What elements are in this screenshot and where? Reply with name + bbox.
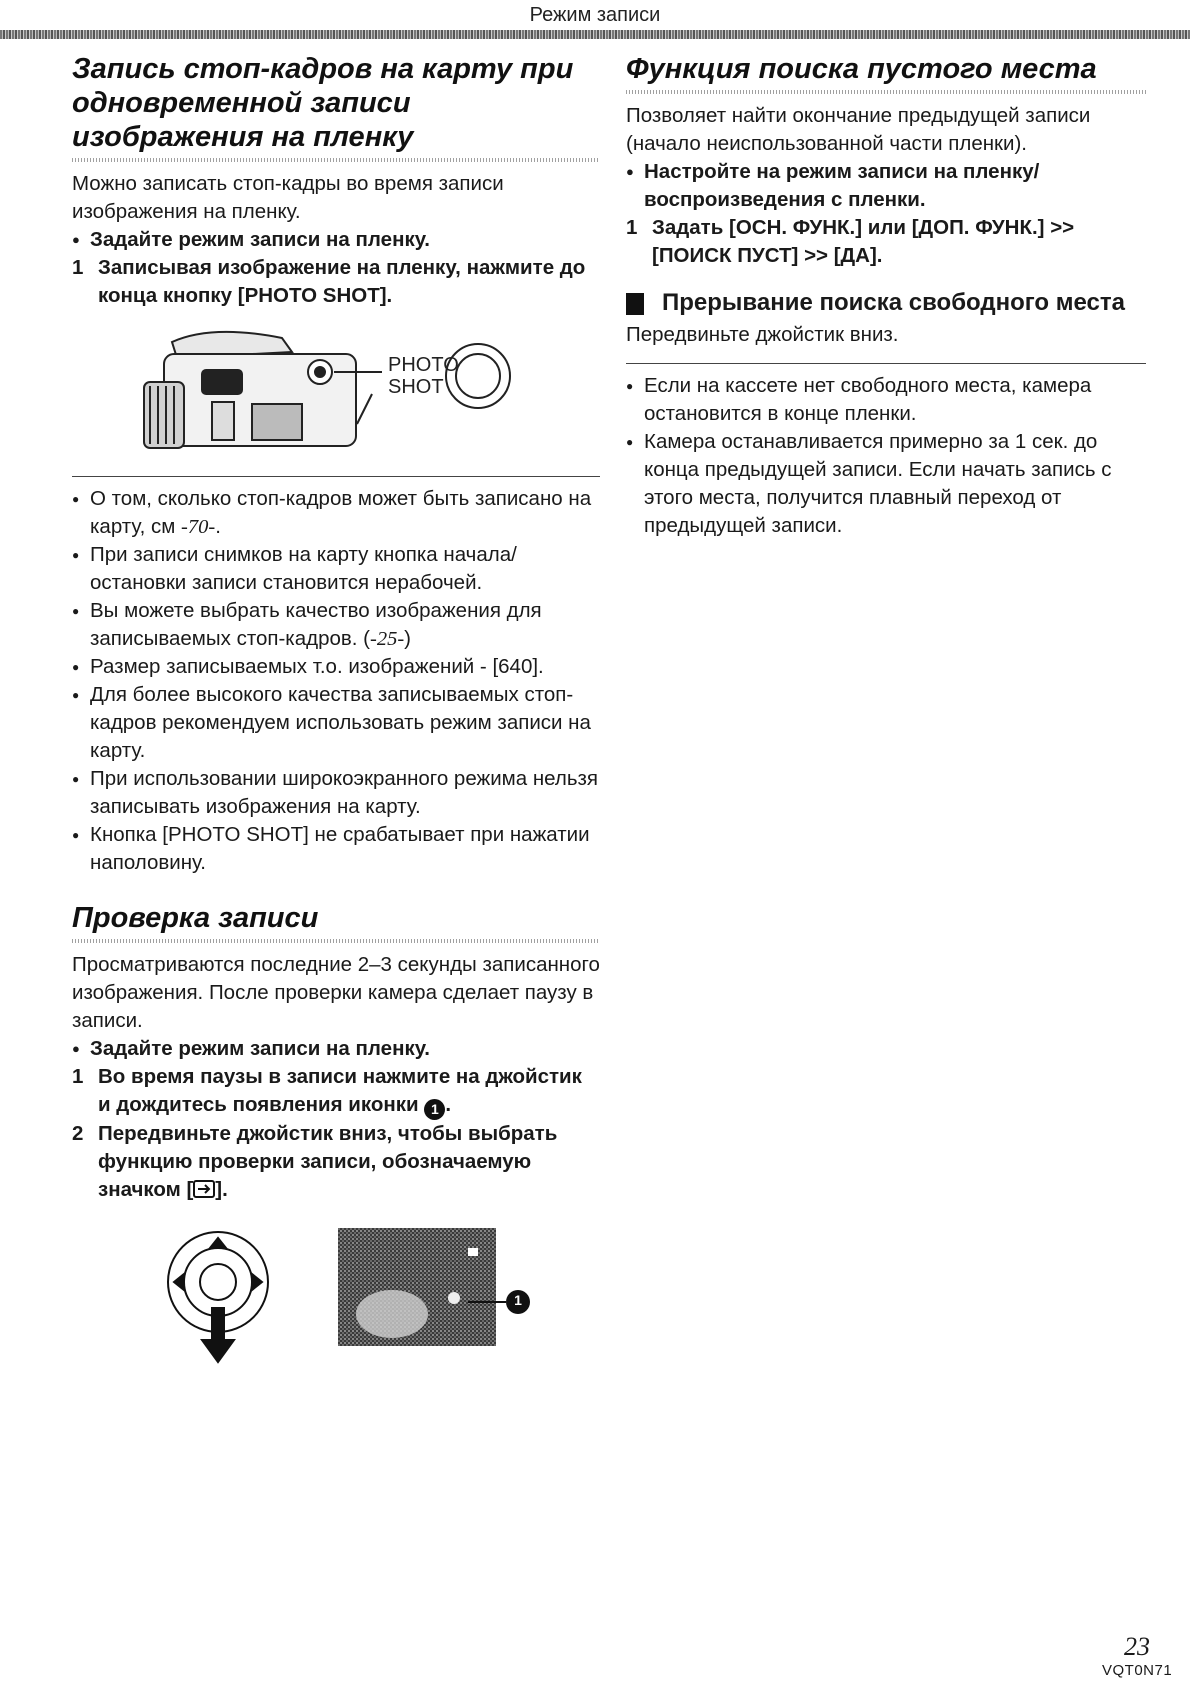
subheading-cancel-search xyxy=(626,288,1146,317)
page-number: 23 xyxy=(1124,1632,1150,1661)
intro-still-recording: Можно записать стоп-кадры во время записи изображения на пленку. xyxy=(72,172,504,223)
camcorder-illustration xyxy=(72,324,600,474)
note-item xyxy=(72,765,600,821)
section-title-still-recording: Запись стоп-кадров на карту при одновременной записи изображения на пленку xyxy=(72,53,574,153)
step-text-end: . xyxy=(445,1093,452,1116)
note-item xyxy=(72,597,600,653)
prep-bullet: ● Задайте режим записи на пленку. xyxy=(72,226,600,254)
note-text: Для более высокого качества записываемых стоп-кадров рекомендуем использовать режим записи на карту. xyxy=(90,683,591,762)
notes-divider xyxy=(626,363,1146,364)
callout-number: 1 xyxy=(514,1292,522,1308)
step-text: Задать [ОСН. ФУНК.] или [ДОП. ФУНК.] >> [ПОИСК ПУСТ] >> [ДА]. xyxy=(652,216,1075,267)
step-2-record-check xyxy=(72,1120,600,1204)
note-text-end: . xyxy=(215,515,221,538)
step-1-still-recording xyxy=(72,254,600,310)
square-bullet-icon xyxy=(626,293,644,315)
prep-bullet: ● Задайте режим записи на пленку. xyxy=(72,1035,600,1063)
left-column xyxy=(72,52,600,1368)
photo-label: PHOTO xyxy=(388,354,459,376)
record-check-icon xyxy=(193,1180,215,1198)
camera-photo-shot-figure xyxy=(72,324,600,474)
page-reference: -70- xyxy=(181,516,216,538)
step-1-record-check xyxy=(72,1063,600,1120)
note-text: О том, сколько стоп-кадров может быть записано на карту, см xyxy=(90,487,592,538)
right-column xyxy=(626,52,1146,540)
step-text: Записывая изображение на пленку, нажмите до конца кнопку [PHOTO SHOT]. xyxy=(98,256,586,307)
step-text-end: ]. xyxy=(215,1178,228,1201)
title-underline xyxy=(626,90,1146,94)
note-item xyxy=(72,653,600,681)
model-code: VQT0N71 xyxy=(1102,1662,1173,1679)
step-text: Во время паузы в записи нажмите на джойстик и дождитесь появления иконки xyxy=(98,1065,582,1116)
note-text: Кнопка [PHOTO SHOT] не срабатывает при нажатии наполовину. xyxy=(90,823,590,874)
intro-blank-search: Позволяет найти окончание предыдущей записи (начало неиспользованной части пленки). xyxy=(626,104,1091,155)
note-item xyxy=(72,541,600,597)
figure-divider xyxy=(72,476,600,477)
note-text-end: ) xyxy=(404,627,411,650)
title-underline xyxy=(72,158,600,162)
section-title-record-check: Проверка записи xyxy=(72,902,319,934)
page-reference: -25- xyxy=(370,628,405,650)
page-header-title: Режим записи xyxy=(529,4,661,26)
step-number: 1 xyxy=(72,256,84,279)
note-item: ● Если на кассете нет свободного места, камера остановится в конце пленки. xyxy=(626,372,1146,428)
intro-record-check: Просматриваются последние 2–3 секунды записанного изображения. После проверки камера сделает паузу в записи. xyxy=(72,953,600,1032)
header-rule xyxy=(0,30,1190,39)
prep-bullet: ● Настройте на режим записи на пленку/ воспроизведения с пленки. xyxy=(626,158,1146,214)
note-item: ● Камера останавливается примерно за 1 сек. до конца предыдущей записи. Если начать запись с этого места, получится плавный переход от предыдущей записи. xyxy=(626,428,1146,540)
section-title-blank-search: Функция поиска пустого места xyxy=(626,53,1097,85)
shot-label: SHOT xyxy=(388,376,444,398)
note-item xyxy=(72,821,600,877)
note-text: При записи снимков на карту кнопка начала/остановки записи становится нерабочей. xyxy=(90,543,517,594)
marker-1-icon: 1 xyxy=(424,1099,445,1120)
note-item xyxy=(72,681,600,765)
subheading-text: Прерывание поиска свободного места xyxy=(662,289,1125,316)
title-underline xyxy=(72,939,600,943)
step-number: 2 xyxy=(72,1122,84,1145)
notes-list xyxy=(72,485,600,877)
photo-shot-label xyxy=(388,354,459,398)
step-text: Передвиньте джойстик вниз, чтобы выбрать функцию проверки записи, обозначаемую значком [ xyxy=(98,1122,558,1201)
step-number: 1 xyxy=(72,1065,84,1088)
note-item xyxy=(72,485,600,541)
cancel-search-text: Передвиньте джойстик вниз. xyxy=(626,323,899,346)
step-1-blank-search xyxy=(626,214,1146,270)
note-text: Размер записываемых т.о. изображений - [640]. xyxy=(90,655,544,678)
note-text: При использовании широкоэкранного режима нельзя записывать изображения на карту. xyxy=(90,767,599,818)
note-text: Вы можете выбрать качество изображения для записываемых стоп-кадров. ( xyxy=(90,599,542,650)
joystick-figure xyxy=(72,1218,600,1368)
step-number: 1 xyxy=(626,216,638,239)
